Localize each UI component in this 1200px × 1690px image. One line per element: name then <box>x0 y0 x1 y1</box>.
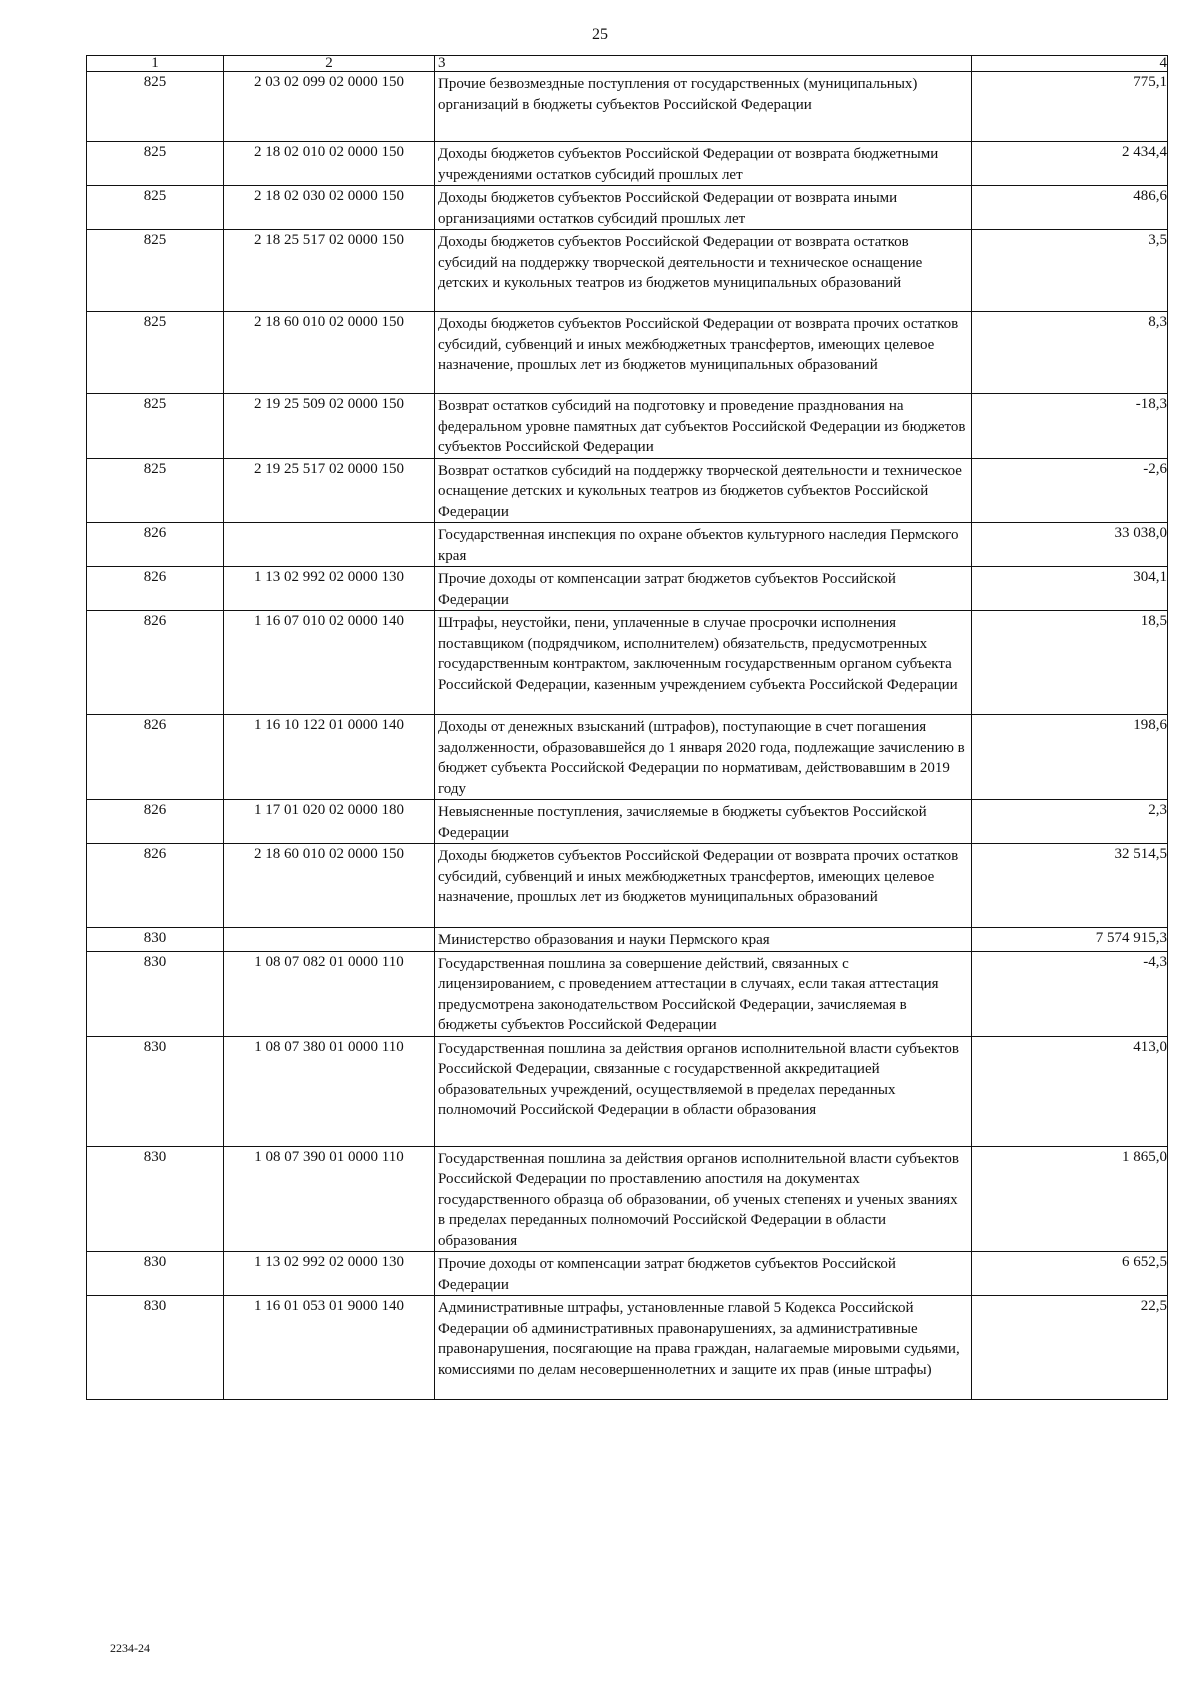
row-admin-code: 826 <box>87 715 224 800</box>
table-row <box>87 72 1168 142</box>
row-admin-code: 830 <box>87 1252 224 1296</box>
row-admin-code: 826 <box>87 800 224 844</box>
row-description: Государственная инспекция по охране объектов культурного наследия Пермского края <box>435 523 972 567</box>
row-amount: 32 514,5 <box>972 844 1168 928</box>
table-row <box>87 1146 1168 1252</box>
row-budget-code: 2 18 60 010 02 0000 150 <box>224 844 435 928</box>
row-amount: 18,5 <box>972 611 1168 715</box>
row-budget-code <box>224 523 435 567</box>
row-budget-code: 1 08 07 380 01 0000 110 <box>224 1036 435 1146</box>
row-admin-code: 830 <box>87 1146 224 1252</box>
row-description: Министерство образования и науки Пермского края <box>435 928 972 952</box>
row-amount: 6 652,5 <box>972 1252 1168 1296</box>
table-row <box>87 230 1168 312</box>
table-row <box>87 394 1168 459</box>
row-amount: 33 038,0 <box>972 523 1168 567</box>
column-header-1: 1 <box>87 56 224 72</box>
table-row <box>87 1252 1168 1296</box>
row-description: Государственная пошлина за совершение действий, связанных с лицензированием, с проведением аттестации в случаях, если такая аттестация предусмотрена законодательством Российской Федерации, зачисляемая в бюджеты субъектов Российской Федерации <box>435 951 972 1036</box>
row-admin-code: 826 <box>87 567 224 611</box>
row-amount: 304,1 <box>972 567 1168 611</box>
row-admin-code: 830 <box>87 951 224 1036</box>
page-number: 25 <box>592 26 608 43</box>
row-amount: 413,0 <box>972 1036 1168 1146</box>
row-admin-code: 826 <box>87 844 224 928</box>
document-code: 2234-24 <box>110 1641 150 1655</box>
row-budget-code <box>224 928 435 952</box>
row-description: Доходы бюджетов субъектов Российской Федерации от возврата прочих остатков субсидий, субвенций и иных межбюджетных трансфертов, имеющих целевое назначение, прошлых лет из бюджетов муниципальных образований <box>435 312 972 394</box>
row-budget-code: 1 08 07 082 01 0000 110 <box>224 951 435 1036</box>
table-row <box>87 715 1168 800</box>
row-description: Невыясненные поступления, зачисляемые в бюджеты субъектов Российской Федерации <box>435 800 972 844</box>
row-description: Прочие доходы от компенсации затрат бюджетов субъектов Российской Федерации <box>435 567 972 611</box>
row-admin-code: 825 <box>87 394 224 459</box>
table-row <box>87 1296 1168 1400</box>
row-budget-code: 1 17 01 020 02 0000 180 <box>224 800 435 844</box>
row-admin-code: 826 <box>87 611 224 715</box>
row-admin-code: 825 <box>87 142 224 186</box>
row-description: Государственная пошлина за действия органов исполнительной власти субъектов Российской Федерации по проставлению апостиля на документах государственного образца об образовании, об ученых степенях и ученых званиях в пределах переданных полномочий Российской Федерации в области образования <box>435 1146 972 1252</box>
row-admin-code: 825 <box>87 186 224 230</box>
row-admin-code: 825 <box>87 312 224 394</box>
table-row <box>87 928 1168 952</box>
row-amount: 22,5 <box>972 1296 1168 1400</box>
row-amount: 486,6 <box>972 186 1168 230</box>
row-budget-code: 1 13 02 992 02 0000 130 <box>224 567 435 611</box>
table-row <box>87 1036 1168 1146</box>
table-row <box>87 523 1168 567</box>
column-header-2: 2 <box>224 56 435 72</box>
row-description: Государственная пошлина за действия органов исполнительной власти субъектов Российской Федерации, связанные с государственной аккредитацией образовательных учреждений, осуществляемой в пределах переданных полномочий Российской Федерации в области образования <box>435 1036 972 1146</box>
row-budget-code: 1 13 02 992 02 0000 130 <box>224 1252 435 1296</box>
row-budget-code: 1 08 07 390 01 0000 110 <box>224 1146 435 1252</box>
row-budget-code: 2 18 02 030 02 0000 150 <box>224 186 435 230</box>
row-amount: 8,3 <box>972 312 1168 394</box>
row-budget-code: 2 18 60 010 02 0000 150 <box>224 312 435 394</box>
row-amount: 198,6 <box>972 715 1168 800</box>
column-header-4: 4 <box>972 56 1168 72</box>
row-description: Доходы бюджетов субъектов Российской Федерации от возврата прочих остатков субсидий, субвенций и иных межбюджетных трансфертов, имеющих целевое назначение, прошлых лет из бюджетов муниципальных образований <box>435 844 972 928</box>
row-description: Штрафы, неустойки, пени, уплаченные в случае просрочки исполнения поставщиком (подрядчиком, исполнителем) обязательств, предусмотренных государственным контрактом, заключенным государственным органом субъекта Российской Федерации, казенным учреждением субъекта Российской Федерации <box>435 611 972 715</box>
row-description: Доходы от денежных взысканий (штрафов), поступающие в счет погашения задолженности, образовавшейся до 1 января 2020 года, подлежащие зачислению в бюджет субъекта Российской Федерации по нормативам, действовавшим в 2019 году <box>435 715 972 800</box>
row-amount: 3,5 <box>972 230 1168 312</box>
table-row <box>87 567 1168 611</box>
table-row <box>87 844 1168 928</box>
row-description: Доходы бюджетов субъектов Российской Федерации от возврата иными организациями остатков субсидий прошлых лет <box>435 186 972 230</box>
row-budget-code: 1 16 01 053 01 9000 140 <box>224 1296 435 1400</box>
row-budget-code: 2 18 25 517 02 0000 150 <box>224 230 435 312</box>
row-budget-code: 1 16 10 122 01 0000 140 <box>224 715 435 800</box>
row-description: Возврат остатков субсидий на подготовку и проведение празднования на федеральном уровне памятных дат субъектов Российской Федерации из бюджетов субъектов Российской Федерации <box>435 394 972 459</box>
row-budget-code: 2 03 02 099 02 0000 150 <box>224 72 435 142</box>
table-row <box>87 951 1168 1036</box>
row-amount: -18,3 <box>972 394 1168 459</box>
row-admin-code: 830 <box>87 1036 224 1146</box>
table-row <box>87 186 1168 230</box>
row-budget-code: 1 16 07 010 02 0000 140 <box>224 611 435 715</box>
row-amount: 2,3 <box>972 800 1168 844</box>
row-admin-code: 825 <box>87 230 224 312</box>
row-description: Прочие доходы от компенсации затрат бюджетов субъектов Российской Федерации <box>435 1252 972 1296</box>
row-admin-code: 825 <box>87 72 224 142</box>
row-description: Доходы бюджетов субъектов Российской Федерации от возврата остатков субсидий на поддержку творческой деятельности и техническое оснащение детских и кукольных театров из бюджетов муниципальных образований <box>435 230 972 312</box>
row-amount: 775,1 <box>972 72 1168 142</box>
row-amount: 2 434,4 <box>972 142 1168 186</box>
row-amount: -2,6 <box>972 458 1168 523</box>
table-row <box>87 611 1168 715</box>
table-header-row <box>87 56 1168 72</box>
row-amount: -4,3 <box>972 951 1168 1036</box>
row-budget-code: 2 18 02 010 02 0000 150 <box>224 142 435 186</box>
row-description: Административные штрафы, установленные главой 5 Кодекса Российской Федерации об административных правонарушениях, за административные правонарушения, посягающие на права граждан, налагаемые мировыми судьями, комиссиями по делам несовершеннолетних и защите их прав (иные штрафы) <box>435 1296 972 1400</box>
row-description: Возврат остатков субсидий на поддержку творческой деятельности и техническое оснащение детских и кукольных театров из бюджетов субъектов Российской Федерации <box>435 458 972 523</box>
table-body <box>87 72 1168 1400</box>
table-row <box>87 458 1168 523</box>
row-admin-code: 830 <box>87 928 224 952</box>
table-row <box>87 142 1168 186</box>
row-budget-code: 2 19 25 509 02 0000 150 <box>224 394 435 459</box>
row-amount: 7 574 915,3 <box>972 928 1168 952</box>
row-budget-code: 2 19 25 517 02 0000 150 <box>224 458 435 523</box>
row-admin-code: 825 <box>87 458 224 523</box>
row-admin-code: 830 <box>87 1296 224 1400</box>
table-row <box>87 800 1168 844</box>
budget-table <box>86 55 1168 1400</box>
row-description: Прочие безвозмездные поступления от государственных (муниципальных) организаций в бюджеты субъектов Российской Федерации <box>435 72 972 142</box>
row-description: Доходы бюджетов субъектов Российской Федерации от возврата бюджетными учреждениями остатков субсидий прошлых лет <box>435 142 972 186</box>
row-admin-code: 826 <box>87 523 224 567</box>
row-amount: 1 865,0 <box>972 1146 1168 1252</box>
column-header-3: 3 <box>435 56 972 72</box>
table-row <box>87 312 1168 394</box>
